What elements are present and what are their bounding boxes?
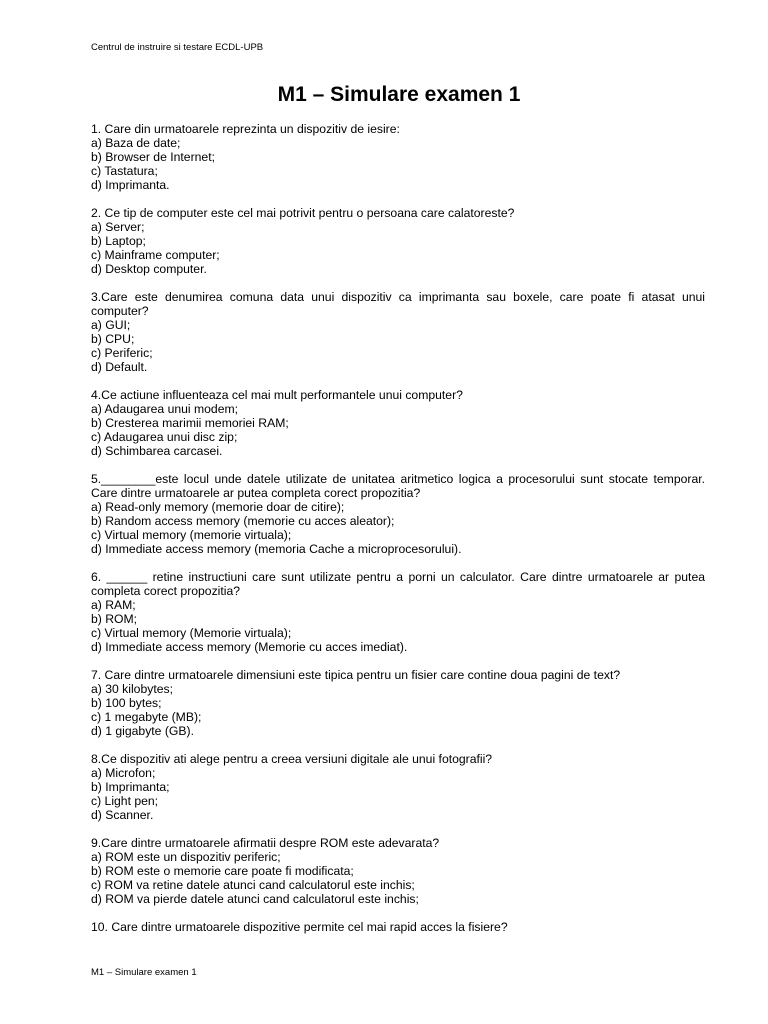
answer-option: c) Mainframe computer; [91,248,220,262]
document-title: M1 – Simulare examen 1 [277,83,521,106]
answer-option: c) 1 megabyte (MB); [91,710,202,724]
answer-option: d) Scanner. [91,808,154,822]
answer-option: a) RAM; [91,598,136,612]
answer-option: c) Virtual memory (Memorie virtuala); [91,626,292,640]
question-text: 5.________este locul unde datele utilizate de unitatea aritmetico logica a procesorului sunt stocate temporar. Care dintre urmatoarele ar putea completa corect propozitia? [91,472,705,500]
answer-option: a) Microfon; [91,766,156,780]
question-7 [91,668,705,738]
answer-option: c) Light pen; [91,794,159,808]
question-text: 9.Care dintre urmatoarele afirmatii despre ROM este adevarata? [91,836,440,850]
page-header: Centrul de instruire si testare ECDL-UPB [91,42,264,53]
answer-option: a) GUI; [91,318,131,332]
question-text: 2. Ce tip de computer este cel mai potrivit pentru o persoana care calatoreste? [91,206,515,220]
answer-option: b) Random access memory (memorie cu acces aleator); [91,514,395,528]
answer-option: b) Laptop; [91,234,146,248]
question-2 [91,206,705,276]
question-8 [91,752,705,822]
answer-option: d) Immediate access memory (Memorie cu acces imediat). [91,640,408,654]
answer-option: b) Imprimanta; [91,780,170,794]
question-text: 8.Ce dispozitiv ati alege pentru a creea versiuni digitale ale unui fotografii? [91,752,493,766]
question-10 [91,920,705,934]
answer-option: d) Immediate access memory (memoria Cache a microprocesorului). [91,542,462,556]
question-3 [91,290,705,374]
answer-option: a) Baza de date; [91,136,181,150]
answer-option: c) ROM va retine datele atunci cand calculatorul este inchis; [91,878,415,892]
question-6 [91,570,705,654]
question-text: 7. Care dintre urmatoarele dimensiuni este tipica pentru un fisier care contine doua pagini de text? [91,668,621,682]
question-list [91,122,705,948]
answer-option: d) Schimbarea carcasei. [91,444,223,458]
answer-option: a) Adaugarea unui modem; [91,402,239,416]
answer-option: b) ROM este o memorie care poate fi modificata; [91,864,354,878]
answer-option: d) ROM va pierde datele atunci cand calculatorul este inchis; [91,892,419,906]
question-text: 3.Care este denumirea comuna data unui dispozitiv ca imprimanta sau boxele, care poate fi atasat unui computer? [91,290,705,318]
answer-option: c) Virtual memory (memorie virtuala); [91,528,292,542]
answer-option: b) CPU; [91,332,135,346]
question-text: 4.Ce actiune influenteaza cel mai mult performantele unui computer? [91,388,463,402]
answer-option: a) Server; [91,220,145,234]
answer-option: a) 30 kilobytes; [91,682,173,696]
answer-option: a) ROM este un dispozitiv periferic; [91,850,281,864]
answer-option: d) Default. [91,360,148,374]
answer-option: b) 100 bytes; [91,696,162,710]
question-text: 6. ______ retine instructiuni care sunt utilizate pentru a porni un calculator. Care dintre urmatoarele ar putea completa corect propozitia? [91,570,705,598]
answer-option: b) Browser de Internet; [91,150,215,164]
question-4 [91,388,705,458]
answer-option: c) Adaugarea unui disc zip; [91,430,238,444]
answer-option: b) ROM; [91,612,138,626]
question-1 [91,122,705,192]
answer-option: b) Cresterea marimii memoriei RAM; [91,416,289,430]
question-5 [91,472,705,556]
question-text: 1. Care din urmatoarele reprezinta un dispozitiv de iesire: [91,122,400,136]
answer-option: a) Read-only memory (memorie doar de citire); [91,500,345,514]
question-9 [91,836,705,906]
question-text: 10. Care dintre urmatoarele dispozitive permite cel mai rapid acces la fisiere? [91,920,508,934]
answer-option: d) Desktop computer. [91,262,207,276]
page-footer: M1 – Simulare examen 1 [91,967,197,978]
answer-option: c) Periferic; [91,346,153,360]
answer-option: d) Imprimanta. [91,178,170,192]
answer-option: d) 1 gigabyte (GB). [91,724,194,738]
answer-option: c) Tastatura; [91,164,158,178]
